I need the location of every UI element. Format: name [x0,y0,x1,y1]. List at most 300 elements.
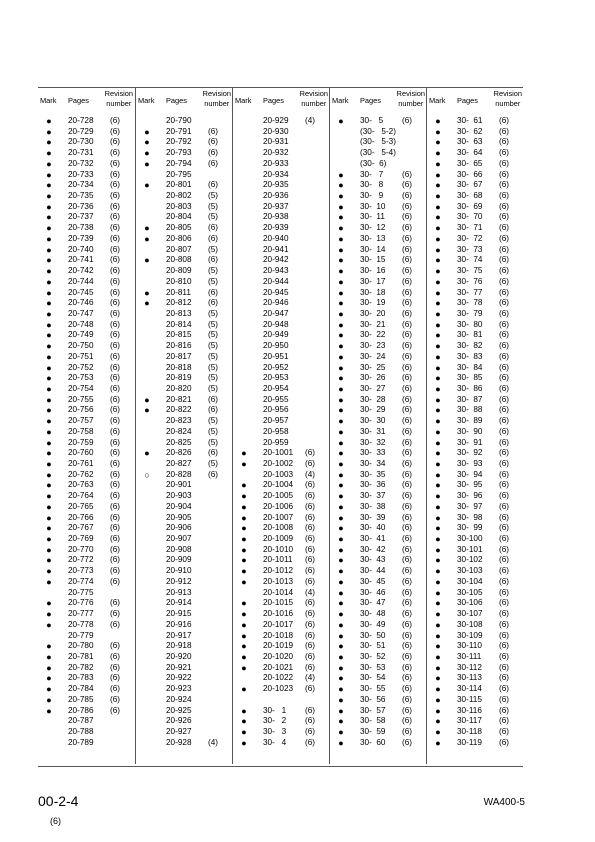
row-page: 30- 93 [457,459,483,468]
table-row [38,320,135,331]
row-revision: (5) [208,276,219,286]
column-header [330,87,427,111]
row-revision: (5) [208,416,219,426]
row-mark: ● [46,437,52,448]
table-row [233,545,330,556]
row-mark: ● [338,576,344,587]
table-row [233,716,330,727]
row-mark: ● [241,512,247,523]
row-revision: (6) [305,737,316,747]
row-revision: (6) [499,459,510,468]
row-revision: (6) [402,276,413,286]
table-row [38,427,135,438]
table-row [38,652,135,663]
table-row [330,652,427,663]
table-row [330,416,427,427]
row-page: 30-118 [457,726,482,736]
row-revision: (6) [499,201,510,211]
table-row [136,706,233,717]
table-row [136,212,233,223]
row-page: 20-757 [68,416,94,426]
row-mark: ● [46,491,52,502]
row-page: 30- 5 [360,116,384,125]
table-row [38,373,135,384]
row-page: 20-767 [68,523,94,533]
table-row [427,502,524,513]
table-row [38,523,135,534]
row-mark: ● [46,651,52,662]
row-page: 30- 50 [360,630,386,640]
row-page: 20-904 [166,501,192,511]
row-mark: ● [241,501,247,512]
row-mark: ● [435,373,441,384]
row-mark: ● [435,191,441,202]
row-page: 20-1008 [263,523,294,533]
row-revision: (4) [305,469,316,479]
row-page: 20-940 [263,233,289,243]
row-page: 30- 31 [360,426,386,436]
row-mark: ● [46,684,52,695]
row-revision: (6) [499,491,510,501]
row-mark: ● [435,469,441,480]
row-revision: (6) [402,255,413,265]
row-revision: (6) [499,233,510,243]
table-row [330,491,427,502]
row-page: 20-746 [68,298,94,308]
row-revision: (6) [402,544,413,554]
row-page: 20-787 [68,716,94,726]
header-pages: Pages [68,96,89,105]
table-row [136,116,233,127]
row-mark: ● [338,512,344,523]
table-row [136,438,233,449]
table-row [233,641,330,652]
row-mark: ● [435,576,441,587]
row-revision: (6) [499,180,510,190]
table-row [233,620,330,631]
row-page: 20-801 [166,180,192,190]
row-revision: (6) [499,544,510,554]
header-mark: Mark [40,96,57,105]
row-revision: (6) [208,255,219,265]
row-page: 30- 29 [360,405,386,415]
row-mark: ● [241,523,247,534]
row-mark: ● [46,116,52,126]
table-row [136,180,233,191]
row-revision: (5) [208,201,219,211]
row-mark: ● [46,426,52,437]
row-page: 20-760 [68,448,94,458]
row-page: 30- 89 [457,416,483,426]
row-mark: ● [338,501,344,512]
table-row [233,330,330,341]
table-row [233,341,330,352]
table-row [427,459,524,470]
row-revision: (6) [499,298,510,308]
page-number: 00-2-4 [38,793,79,809]
row-page: 20-1011 [263,555,293,565]
table-row [38,288,135,299]
row-mark: ● [144,223,150,234]
row-mark: ● [338,630,344,641]
table-row [427,266,524,277]
row-revision: (6) [110,341,121,351]
table-row [38,277,135,288]
table-row [330,438,427,449]
row-page: 20-1001 [263,448,294,458]
row-revision: (6) [499,662,510,672]
row-revision: (6) [402,555,413,565]
row-page: 20-779 [68,630,94,640]
row-revision: (6) [402,716,413,726]
row-revision: (6) [499,566,510,576]
table-row [330,330,427,341]
row-revision: (6) [402,641,413,651]
row-revision: (6) [499,501,510,511]
row-revision: (6) [402,426,413,436]
row-page: 30-117 [457,716,482,726]
row-revision: (6) [110,512,121,522]
table-row [427,513,524,524]
row-page: 30- 36 [360,480,386,490]
row-page: 20-805 [166,223,192,233]
row-revision: (6) [305,459,316,468]
table-row [136,427,233,438]
row-revision: (6) [110,158,121,168]
table-row [136,459,233,470]
table-column [232,87,330,764]
row-page: 20-1018 [263,630,294,640]
table-row [233,513,330,524]
row-mark: ● [46,416,52,427]
header-revision: Revision number [396,89,425,108]
row-page: 20-952 [263,362,289,372]
row-page: 30- 66 [457,169,483,179]
rows [427,116,524,748]
row-page: 30- 68 [457,191,483,201]
row-page: 20-921 [166,662,192,672]
row-revision: (6) [208,405,219,415]
row-revision: (6) [208,180,219,190]
table-row [136,159,233,170]
table-row [233,673,330,684]
header-pages: Pages [166,96,187,105]
table-row [330,534,427,545]
table-row [233,191,330,202]
table-row [136,513,233,524]
row-page: 20-778 [68,619,94,629]
row-page: 20-945 [263,287,289,297]
table-row [330,191,427,202]
table-row [427,202,524,213]
row-revision: (6) [402,287,413,297]
table-row [136,416,233,427]
table-row [136,266,233,277]
row-mark: ● [241,491,247,502]
row-page: 20-944 [263,276,289,286]
row-page: 30- 14 [360,244,386,254]
row-revision: (6) [402,587,413,597]
table-row [427,148,524,159]
row-page: 20-1010 [263,544,294,554]
row-page: 20-934 [263,169,289,179]
table-row [427,673,524,684]
table-row [233,459,330,470]
row-revision: (5) [208,191,219,201]
row-mark: ● [435,233,441,244]
row-page: 30- 21 [360,319,386,329]
table-row [427,416,524,427]
row-page: 20-912 [166,576,192,586]
table-row [330,363,427,374]
row-revision: (6) [110,437,121,447]
row-mark: ● [338,673,344,684]
table-row [233,395,330,406]
table-row [38,159,135,170]
table-row [233,363,330,374]
row-revision: (6) [305,576,316,586]
row-page: 20-928 [166,737,192,747]
row-mark: ● [46,705,52,716]
row-page: 20-786 [68,705,94,715]
row-page: 20-914 [166,598,192,608]
row-page: 30- 24 [360,351,386,361]
row-revision: (6) [110,148,121,158]
header-mark: Mark [138,96,155,105]
table-row [427,738,524,749]
row-revision: (6) [110,480,121,490]
row-page: 30- 76 [457,276,483,286]
row-mark: ● [241,555,247,566]
table-row [136,352,233,363]
row-revision: (6) [499,351,510,361]
table-row [233,212,330,223]
table-row [136,491,233,502]
row-page: 20-938 [263,212,289,222]
table-row [136,534,233,545]
row-mark: ● [338,330,344,341]
row-page: 30- 90 [457,426,483,436]
row-revision: (6) [110,201,121,211]
row-page: 20-905 [166,512,192,522]
table-row [233,534,330,545]
row-page: 20-816 [166,341,192,351]
row-page: 30- 2 [263,716,287,726]
row-page: 30- 91 [457,437,483,447]
table-row [330,341,427,352]
row-revision: (6) [499,158,510,168]
row-revision: (5) [208,373,219,383]
table-row [38,212,135,223]
table-row [233,738,330,749]
table-row [38,534,135,545]
row-revision: (6) [499,673,510,683]
row-revision: (6) [305,491,316,501]
row-mark: ● [435,587,441,598]
table-row [233,523,330,534]
table-row [233,245,330,256]
table-row [136,127,233,138]
row-mark: ● [338,180,344,191]
header-revision: Revision number [202,89,231,108]
row-mark: ● [338,287,344,298]
row-page: 20-776 [68,598,94,608]
row-revision: (6) [402,180,413,190]
row-mark: ● [338,523,344,534]
row-mark: ● [435,255,441,266]
row-page: 30-111 [457,651,482,661]
row-mark: ● [241,630,247,641]
row-mark: ● [241,619,247,630]
table-row [233,127,330,138]
row-mark: ● [338,191,344,202]
table-row [330,684,427,695]
row-mark: ● [241,598,247,609]
row-revision: (5) [208,426,219,436]
row-page: 20-784 [68,684,94,694]
row-page: 20-933 [263,158,289,168]
row-page: 20-930 [263,126,289,136]
table-row [38,491,135,502]
row-page: 20-820 [166,383,192,393]
row-mark: ● [338,480,344,491]
table-row [38,631,135,642]
table-row [38,566,135,577]
row-page: 20-755 [68,394,94,404]
table-row [330,598,427,609]
row-page: 30- 78 [457,298,483,308]
row-revision: (6) [110,394,121,404]
table-row [136,170,233,181]
table-row [330,405,427,416]
table-row [136,255,233,266]
row-revision: (6) [499,694,510,704]
row-page: 30-116 [457,705,482,715]
table-row [136,555,233,566]
row-mark: ● [338,684,344,695]
row-revision: (6) [402,469,413,479]
table-row [427,663,524,674]
row-page: 30- 85 [457,373,483,383]
row-page: 20-953 [263,373,289,383]
row-revision: (6) [499,191,510,201]
row-revision: (6) [305,619,316,629]
row-page: 20-1006 [263,501,294,511]
row-page: 20-950 [263,341,289,351]
table-row [330,116,427,127]
row-revision: (5) [208,330,219,340]
row-mark: ● [46,244,52,255]
table-row [330,384,427,395]
row-page: 30-113 [457,673,482,683]
row-revision: (6) [499,266,510,276]
row-revision: (6) [402,191,413,201]
row-page: 30-112 [457,662,482,672]
row-page: 20-774 [68,576,94,586]
table-row [427,298,524,309]
row-mark: ● [435,662,441,673]
row-mark: ● [435,555,441,566]
row-page: 20-1007 [263,512,294,522]
row-revision: (6) [402,566,413,576]
row-revision: (6) [110,308,121,318]
row-page: 30- 79 [457,308,483,318]
row-page: 30- 84 [457,362,483,372]
row-revision: (6) [110,534,121,544]
row-page: 20-790 [166,116,192,125]
table-row [330,170,427,181]
row-revision: (6) [305,501,316,511]
row-revision: (6) [402,480,413,490]
row-revision: (6) [305,630,316,640]
table-row [427,609,524,620]
row-page: 30- 71 [457,223,483,233]
row-page: 20-926 [166,716,192,726]
row-revision: (6) [402,726,413,736]
row-revision: (6) [499,244,510,254]
row-page: 20-946 [263,298,289,308]
row-revision: (6) [499,255,510,265]
row-mark: ● [241,662,247,673]
row-revision: (6) [110,319,121,329]
row-page: 30- 53 [360,662,386,672]
row-revision: (6) [110,212,121,222]
row-mark: ● [46,673,52,684]
table-row [233,555,330,566]
row-page: 30- 37 [360,491,386,501]
row-page: 30- 58 [360,716,386,726]
row-revision: (6) [499,126,510,136]
row-revision: (6) [402,383,413,393]
table-row [427,309,524,320]
row-page: 30- 48 [360,609,386,619]
row-mark: ● [46,223,52,234]
row-mark: ● [46,405,52,416]
row-page: 30- 42 [360,544,386,554]
row-page: 20-804 [166,212,192,222]
row-page: 30- 44 [360,566,386,576]
row-mark: ● [241,448,247,459]
rows [38,116,135,748]
row-page: 30- 82 [457,341,483,351]
table-row [233,491,330,502]
row-mark: ● [435,180,441,191]
table-row [233,598,330,609]
row-revision: (5) [208,437,219,447]
row-mark: ● [338,341,344,352]
table-row [38,245,135,256]
row-revision: (6) [110,169,121,179]
row-page: 30- 7 [360,169,384,179]
row-page: 30- 83 [457,351,483,361]
row-mark: ● [144,137,150,148]
row-page: 20-737 [68,212,94,222]
model-name: WA400-5 [483,797,525,808]
row-revision: (6) [499,394,510,404]
row-revision: (6) [208,223,219,233]
row-page: 20-731 [68,148,94,158]
table-row [136,137,233,148]
row-revision: (6) [110,459,121,468]
row-mark: ● [241,651,247,662]
table-row [330,309,427,320]
row-page: 20-949 [263,330,289,340]
row-mark: ● [435,308,441,319]
table-row [136,470,233,481]
table-row [427,341,524,352]
table-row [136,288,233,299]
table-row [233,405,330,416]
